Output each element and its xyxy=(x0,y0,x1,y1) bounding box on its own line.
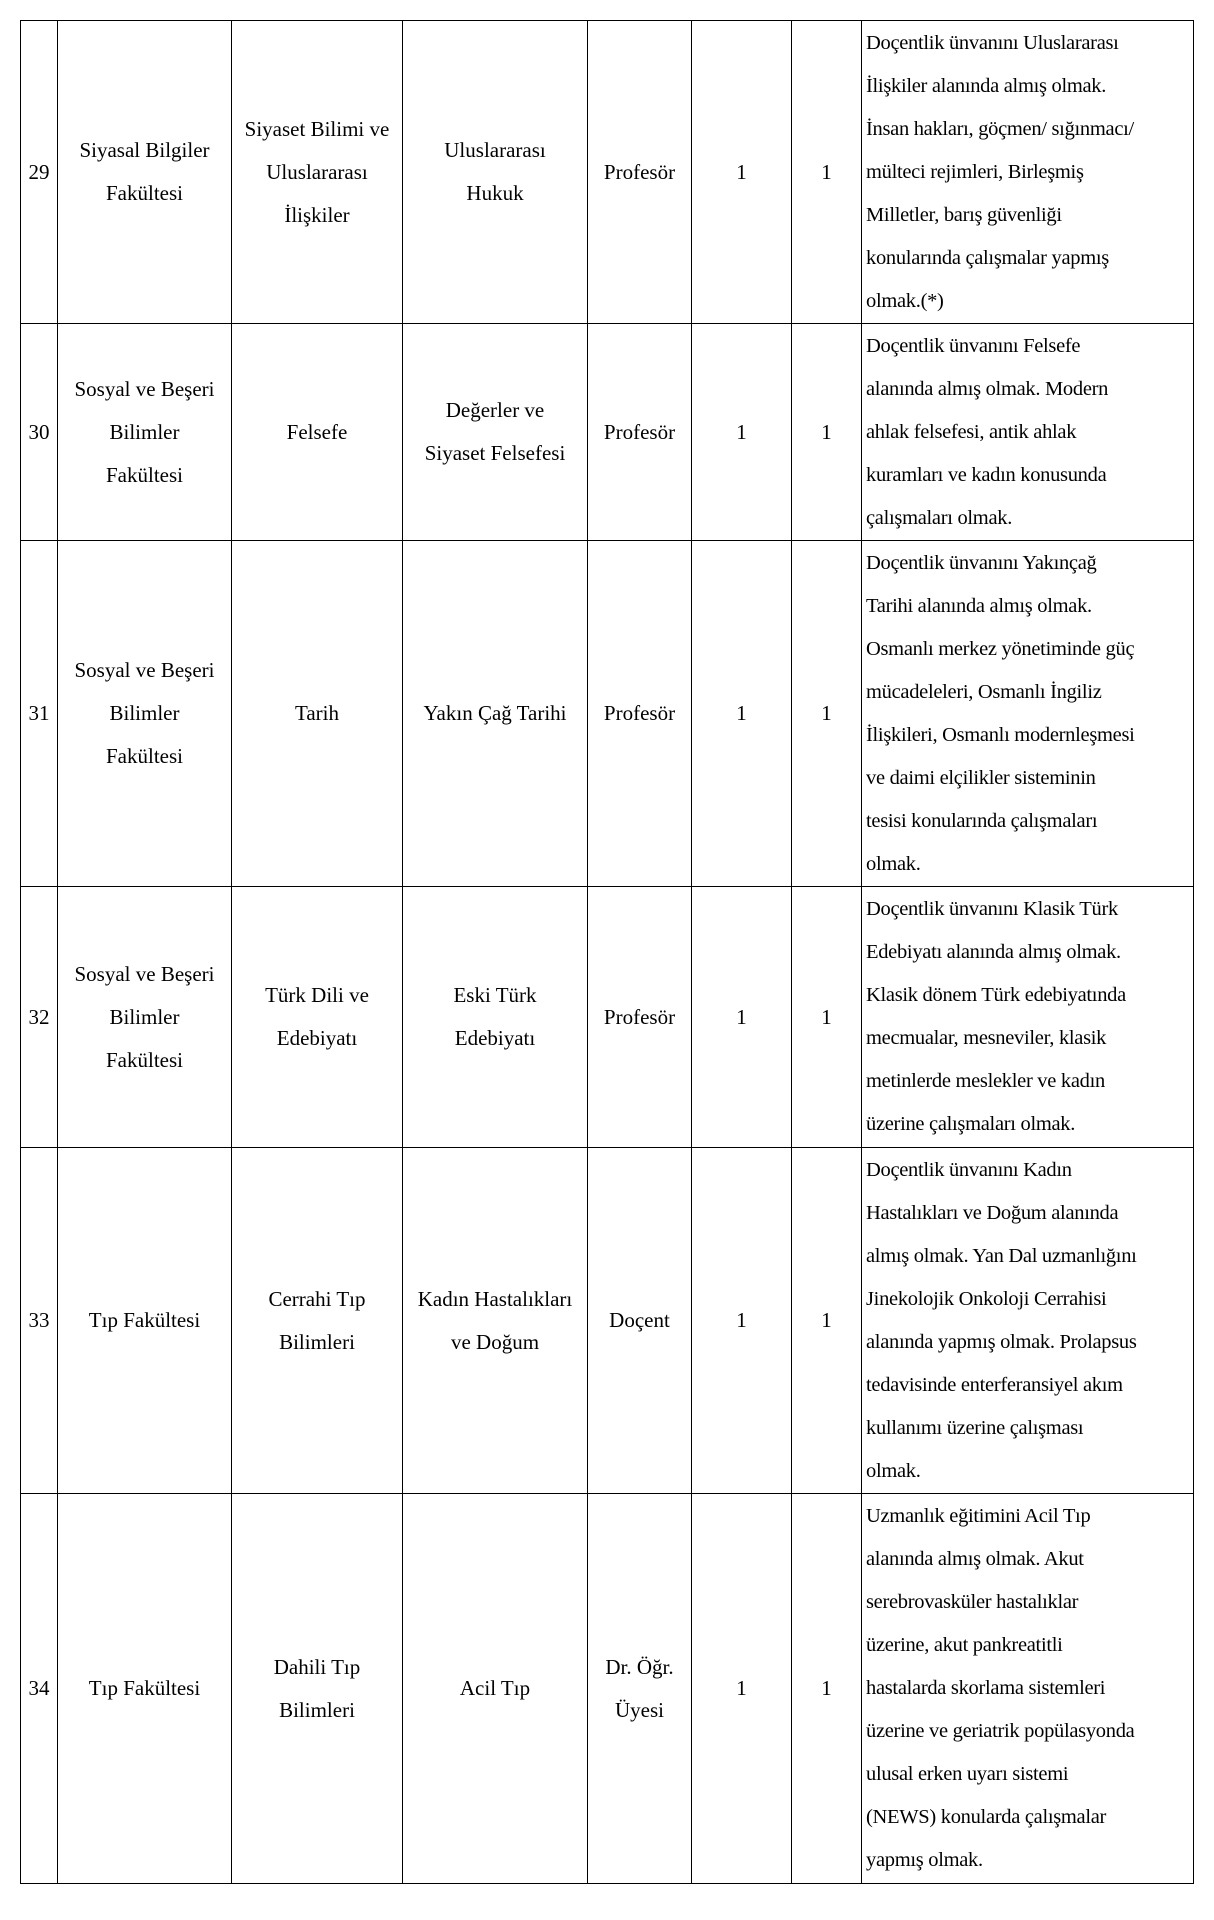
field-cell: Yakın Çağ Tarihi xyxy=(403,541,588,887)
department-cell: Türk Dili ve Edebiyatı xyxy=(232,887,403,1148)
row-number-cell: 32 xyxy=(21,887,58,1148)
table-row xyxy=(21,887,1194,1148)
department-cell: Siyaset Bilimi ve Uluslararası İlişkiler xyxy=(232,21,403,324)
academic-title-cell: Doçent xyxy=(588,1148,692,1494)
academic-title-cell: Dr. Öğr. Üyesi xyxy=(588,1494,692,1884)
requirements-cell: Doçentlik ünvanını Felsefe alanında almış olmak. Modern ahlak felsefesi, antik ahlak kuramları ve kadın konusunda çalışmaları olmak. xyxy=(862,324,1194,541)
row-number-cell: 31 xyxy=(21,541,58,887)
table-row xyxy=(21,324,1194,541)
faculty-cell: Sosyal ve Beşeri Bilimler Fakültesi xyxy=(58,887,232,1148)
position-count-2-cell: 1 xyxy=(792,324,862,541)
position-count-cell: 1 xyxy=(692,324,792,541)
field-cell: Uluslararası Hukuk xyxy=(403,21,588,324)
department-cell: Cerrahi Tıp Bilimleri xyxy=(232,1148,403,1494)
academic-title-cell: Profesör xyxy=(588,541,692,887)
requirements-cell: Doçentlik ünvanını Kadın Hastalıkları ve Doğum alanında almış olmak. Yan Dal uzmanlığını Jinekolojik Onkoloji Cerrahisi alanında yapmış olmak. Prolapsus tedavisinde enterferansiyel akım kullanımı üzerine çalışması olmak. xyxy=(862,1148,1194,1494)
faculty-cell: Tıp Fakültesi xyxy=(58,1148,232,1494)
position-count-cell: 1 xyxy=(692,1494,792,1884)
row-number-cell: 33 xyxy=(21,1148,58,1494)
table-row xyxy=(21,1148,1194,1494)
position-count-2-cell: 1 xyxy=(792,541,862,887)
row-number-cell: 34 xyxy=(21,1494,58,1884)
field-cell: Eski Türk Edebiyatı xyxy=(403,887,588,1148)
faculty-cell: Sosyal ve Beşeri Bilimler Fakültesi xyxy=(58,541,232,887)
requirements-cell: Doçentlik ünvanını Uluslararası İlişkiler alanında almış olmak. İnsan hakları, göçmen/ sığınmacı/ mülteci rejimleri, Birleşmiş Milletler, barış güvenliği konularında çalışmalar yapmış olmak.(*) xyxy=(862,21,1194,324)
position-count-2-cell: 1 xyxy=(792,887,862,1148)
table-row xyxy=(21,541,1194,887)
academic-title-cell: Profesör xyxy=(588,887,692,1148)
position-count-2-cell: 1 xyxy=(792,1494,862,1884)
faculty-cell: Tıp Fakültesi xyxy=(58,1494,232,1884)
position-count-cell: 1 xyxy=(692,21,792,324)
row-number-cell: 30 xyxy=(21,324,58,541)
requirements-cell: Doçentlik ünvanını Yakınçağ Tarihi alanında almış olmak. Osmanlı merkez yönetiminde güç mücadeleleri, Osmanlı İngiliz İlişkileri, Osmanlı modernleşmesi ve daimi elçilikler sisteminin tesisi konularında çalışmaları olmak. xyxy=(862,541,1194,887)
academic-title-cell: Profesör xyxy=(588,21,692,324)
requirements-cell: Doçentlik ünvanını Klasik Türk Edebiyatı alanında almış olmak. Klasik dönem Türk edebiyatında mecmualar, mesneviler, klasik metinlerde meslekler ve kadın üzerine çalışmaları olmak. xyxy=(862,887,1194,1148)
position-count-2-cell: 1 xyxy=(792,1148,862,1494)
faculty-cell: Siyasal Bilgiler Fakültesi xyxy=(58,21,232,324)
department-cell: Dahili Tıp Bilimleri xyxy=(232,1494,403,1884)
position-count-cell: 1 xyxy=(692,541,792,887)
positions-table xyxy=(20,20,1194,1884)
department-cell: Felsefe xyxy=(232,324,403,541)
position-count-cell: 1 xyxy=(692,1148,792,1494)
position-count-2-cell: 1 xyxy=(792,21,862,324)
row-number-cell: 29 xyxy=(21,21,58,324)
faculty-cell: Sosyal ve Beşeri Bilimler Fakültesi xyxy=(58,324,232,541)
table-row xyxy=(21,21,1194,324)
table-row xyxy=(21,1494,1194,1884)
academic-title-cell: Profesör xyxy=(588,324,692,541)
requirements-cell: Uzmanlık eğitimini Acil Tıp alanında almış olmak. Akut serebrovasküler hastalıklar üzerine, akut pankreatitli hastalarda skorlama sistemleri üzerine ve geriatrik popülasyonda ulusal erken uyarı sistemi (NEWS) konularda çalışmalar yapmış olmak. xyxy=(862,1494,1194,1884)
position-count-cell: 1 xyxy=(692,887,792,1148)
field-cell: Acil Tıp xyxy=(403,1494,588,1884)
department-cell: Tarih xyxy=(232,541,403,887)
field-cell: Kadın Hastalıkları ve Doğum xyxy=(403,1148,588,1494)
field-cell: Değerler ve Siyaset Felsefesi xyxy=(403,324,588,541)
